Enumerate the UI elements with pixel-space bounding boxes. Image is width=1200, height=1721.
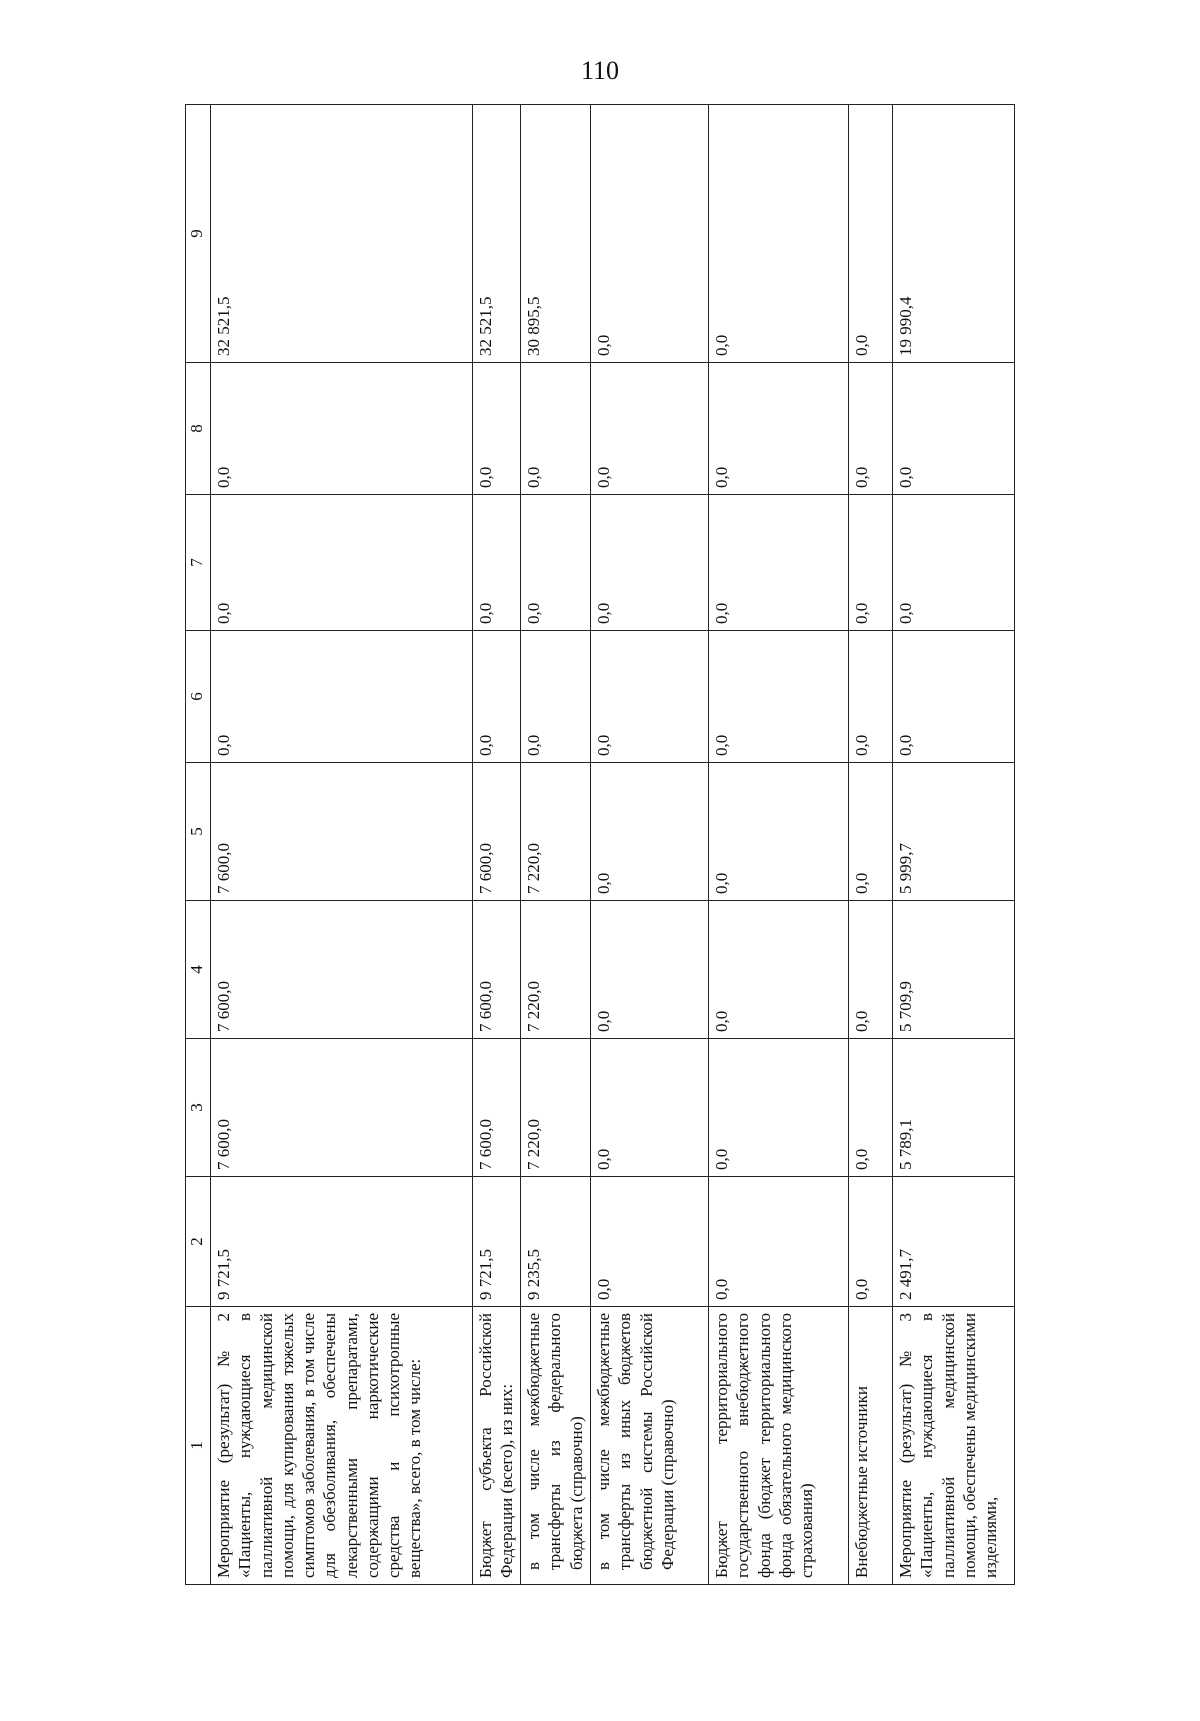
header-cell: 7 [186,495,211,631]
value-cell: 0,0 [849,495,893,631]
value-cell: 0,0 [849,105,893,363]
value-cell: 2 491,7 [893,1177,1015,1307]
value-cell: 30 895,5 [521,105,591,363]
value-cell: 0,0 [473,631,521,763]
page-number: 110 [580,56,620,85]
row-label: Мероприятие (результат) № 2 «Пациенты, нуждающиеся в паллиативной медицинской помощи, для купирования тяжелых симптомов заболевания, в том числе для обезболивания, обеспечены лекарственными препаратами, содержащими наркотические средства и психотропные вещества», всего, в том числе: [211,1307,473,1585]
value-cell: 0,0 [591,495,709,631]
value-cell: 0,0 [591,763,709,901]
value-cell: 5 709,9 [893,901,1015,1039]
value-cell: 9 721,5 [473,1177,521,1307]
header-cell: 1 [186,1307,211,1585]
value-cell: 7 600,0 [211,1039,473,1177]
value-cell: 9 721,5 [211,1177,473,1307]
value-cell: 0,0 [211,363,473,495]
table-row [849,105,893,1585]
value-cell: 0,0 [709,1039,849,1177]
header-cell: 2 [186,1177,211,1307]
value-cell: 0,0 [473,495,521,631]
value-cell: 0,0 [849,763,893,901]
value-cell: 0,0 [521,363,591,495]
header-cell: 6 [186,631,211,763]
value-cell: 7 600,0 [473,901,521,1039]
value-cell: 0,0 [521,495,591,631]
header-cell: 3 [186,1039,211,1177]
header-cell: 9 [186,105,211,363]
value-cell: 0,0 [473,363,521,495]
value-cell: 0,0 [709,1177,849,1307]
value-cell: 7 220,0 [521,763,591,901]
row-label: Внебюджетные источники [849,1307,893,1585]
value-cell: 0,0 [591,1177,709,1307]
value-cell: 0,0 [849,901,893,1039]
value-cell: 0,0 [591,631,709,763]
table-row [591,105,709,1585]
value-cell: 0,0 [211,631,473,763]
header-cell: 5 [186,763,211,901]
header-cell: 4 [186,901,211,1039]
value-cell: 0,0 [893,363,1015,495]
value-cell: 0,0 [591,105,709,363]
table-row [521,105,591,1585]
header-cell: 8 [186,363,211,495]
value-cell: 0,0 [709,763,849,901]
value-cell: 0,0 [591,1039,709,1177]
value-cell: 0,0 [849,1039,893,1177]
value-cell: 7 600,0 [211,901,473,1039]
value-cell: 5 789,1 [893,1039,1015,1177]
budget-table-rotated [185,105,1015,1585]
value-cell: 0,0 [211,495,473,631]
value-cell: 7 600,0 [211,763,473,901]
value-cell: 0,0 [849,631,893,763]
value-cell: 9 235,5 [521,1177,591,1307]
value-cell: 7 220,0 [521,901,591,1039]
row-label: Бюджет субъекта Российской Федерации (всего), из них: [473,1307,521,1585]
value-cell: 5 999,7 [893,763,1015,901]
table-row [709,105,849,1585]
value-cell: 0,0 [849,1177,893,1307]
table-row [893,105,1015,1585]
table-row [211,105,473,1585]
row-label: в том числе межбюджетные трансферты из иных бюджетов бюджетной системы Российской Федерации (справочно) [591,1307,709,1585]
value-cell: 0,0 [521,631,591,763]
value-cell: 0,0 [849,363,893,495]
value-cell: 0,0 [709,495,849,631]
value-cell: 0,0 [893,631,1015,763]
row-label: Бюджет территориального государственного внебюджетного фонда (бюджет территориального фонда обязательного медицинского страхования) [709,1307,849,1585]
row-label: Мероприятие (результат) № 3 «Пациенты, нуждающиеся в паллиативной медицинской помощи, обеспечены медицинскими изделиями, [893,1307,1015,1585]
value-cell: 32 521,5 [473,105,521,363]
value-cell: 0,0 [591,901,709,1039]
value-cell: 7 600,0 [473,1039,521,1177]
value-cell: 0,0 [893,495,1015,631]
value-cell: 0,0 [709,363,849,495]
value-cell: 7 220,0 [521,1039,591,1177]
value-cell: 0,0 [709,631,849,763]
value-cell: 7 600,0 [473,763,521,901]
value-cell: 0,0 [591,363,709,495]
value-cell: 32 521,5 [211,105,473,363]
row-label: в том числе межбюджетные трансферты из федерального бюджета (справочно) [521,1307,591,1585]
value-cell: 0,0 [709,901,849,1039]
budget-table [185,104,1015,1585]
header-row [186,105,211,1585]
value-cell: 19 990,4 [893,105,1015,363]
table-row [473,105,521,1585]
value-cell: 0,0 [709,105,849,363]
